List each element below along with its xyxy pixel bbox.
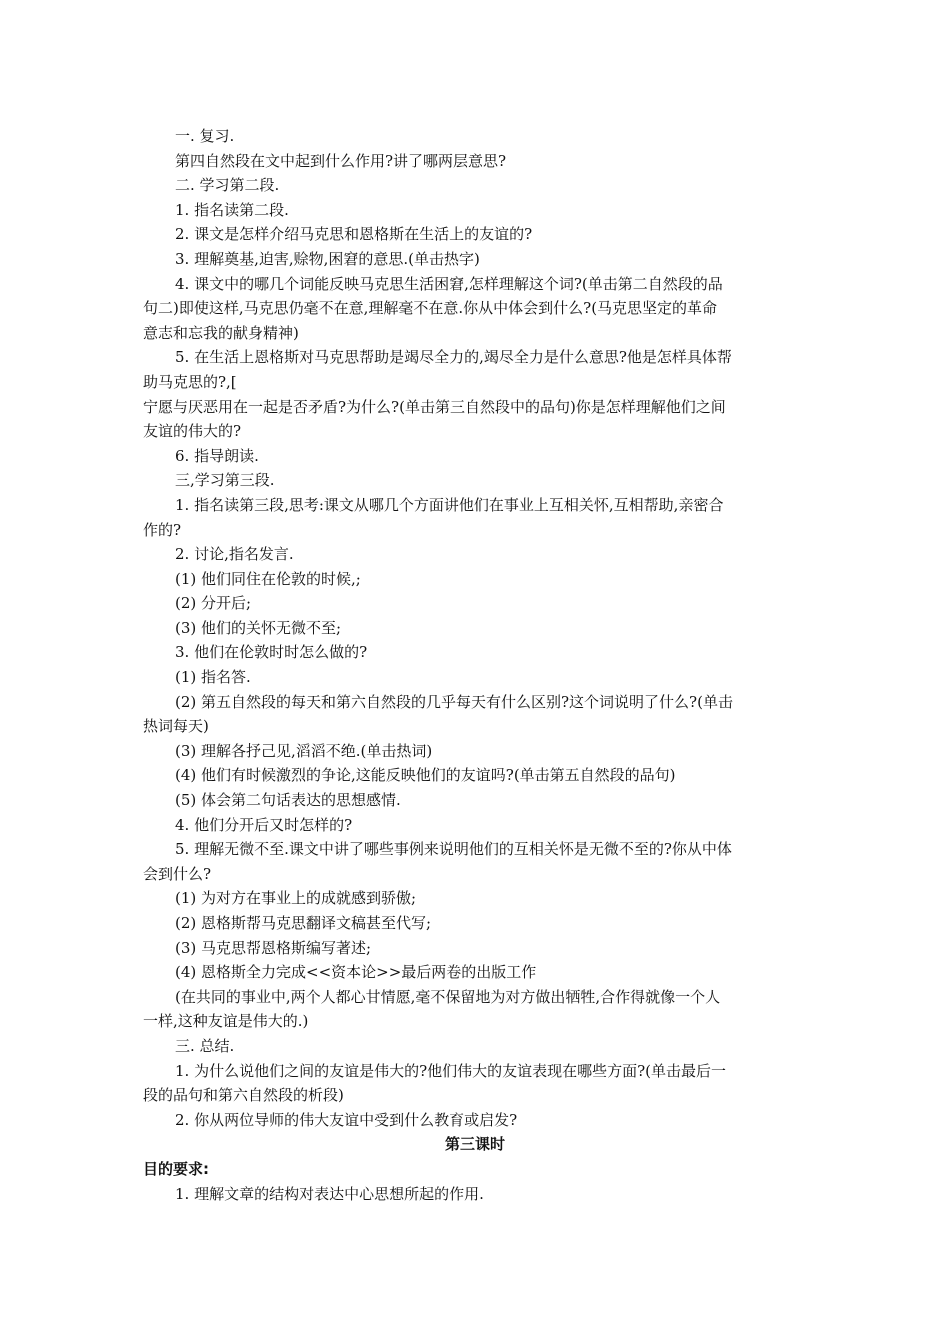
text-line: 友谊的伟大的? (143, 422, 242, 441)
text-line: 6. 指导朗读. (175, 446, 259, 465)
text-line: 1. 指名读第二段. (175, 200, 289, 219)
text-line: 2. 你从两位导师的伟大友谊中受到什么教育或启发? (175, 1110, 518, 1129)
text-line: 1. 为什么说他们之间的友谊是伟大的?他们伟大的友谊表现在哪些方面?(单击最后一 (175, 1061, 727, 1080)
text-line: (4) 恩格斯全力完成<<资本论>>最后两卷的出版工作 (175, 963, 537, 982)
text-line: (2) 第五自然段的每天和第六自然段的几乎每天有什么区别?这个词说明了什么?(单击 (175, 692, 733, 711)
text-line: 意志和忘我的献身精神) (143, 323, 299, 342)
text-line: (2) 恩格斯帮马克思翻译文稿甚至代写; (175, 914, 432, 932)
text-line: (1) 为对方在事业上的成就感到骄傲; (175, 889, 417, 908)
text-line: (1) 指名答. (175, 668, 251, 687)
text-line: (2) 分开后; (175, 594, 252, 613)
text-line: 助马克思的?,[ (143, 372, 237, 391)
text-line: (在共同的事业中,两个人都心甘情愿,毫不保留地为对方做出牺牲,合作得就像一个人 (175, 987, 721, 1006)
text-line: 会到什么? (143, 864, 212, 883)
text-line: (5) 体会第二句话表达的思想感情. (175, 791, 401, 810)
text-line: 4. 课文中的哪几个词能反映马克思生活困窘,怎样理解这个词?(单击第二自然段的品 (175, 274, 723, 293)
text-line: 一样,这种友谊是伟大的.) (143, 1012, 309, 1031)
section-title: 第三课时 (444, 1135, 505, 1154)
text-line: 3. 理解奠基,迫害,赊物,困窘的意思.(单击热字) (175, 249, 480, 268)
text-line: 三,学习第三段. (175, 471, 275, 490)
objectives-heading: 目的要求: (143, 1159, 209, 1178)
objective-item: 1. 理解文章的结构对表达中心思想所起的作用. (175, 1184, 484, 1203)
text-line: 作的? (143, 520, 182, 539)
text-line: 1. 指名读第三段,思考:课文从哪几个方面讲他们在事业上互相关怀,互相帮助,亲密合 (175, 495, 724, 514)
text-line: 4. 他们分开后又时怎样的? (175, 815, 353, 834)
text-line: (3) 马克思帮恩格斯编写著述; (175, 938, 372, 957)
text-line: (4) 他们有时候激烈的争论,这能反映他们的友谊吗?(单击第五自然段的品句) (175, 766, 676, 785)
text-line: (3) 他们的关怀无微不至; (175, 618, 342, 637)
text-line: 二. 学习第二段. (175, 176, 280, 195)
text-line: 3. 他们在伦敦时时怎么做的? (175, 643, 368, 662)
text-line: (1) 他们同住在伦敦的时候,; (175, 569, 361, 588)
text-line: 2. 讨论,指名发言. (175, 545, 294, 564)
text-line: 2. 课文是怎样介绍马克思和恩格斯在生活上的友谊的? (175, 225, 533, 244)
text-line: 宁愿与厌恶用在一起是否矛盾?为什么?(单击第三自然段中的品句)你是怎样理解他们之间 (143, 397, 726, 416)
text-line: (3) 理解各抒己见,滔滔不绝.(单击热词) (175, 741, 433, 760)
text-line: 第四自然段在文中起到什么作用?讲了哪两层意思? (175, 151, 507, 170)
text-line: 句二)即使这样,马克思仍毫不在意,理解毫不在意.你从中体会到什么?(马克思坚定的革命 (143, 299, 718, 318)
text-line: 段的品句和第六自然段的析段) (143, 1086, 344, 1105)
text-line: 5. 在生活上恩格斯对马克思帮助是竭尽全力的,竭尽全力是什么意思?他是怎样具体帮 (175, 348, 732, 367)
text-line: 一. 复习. (175, 127, 235, 145)
text-line: 三. 总结. (175, 1036, 235, 1055)
text-line: 5. 理解无微不至.课文中讲了哪些事例来说明他们的互相关怀是无微不至的?你从中体 (175, 840, 732, 859)
text-line: 热词每天) (143, 717, 209, 736)
